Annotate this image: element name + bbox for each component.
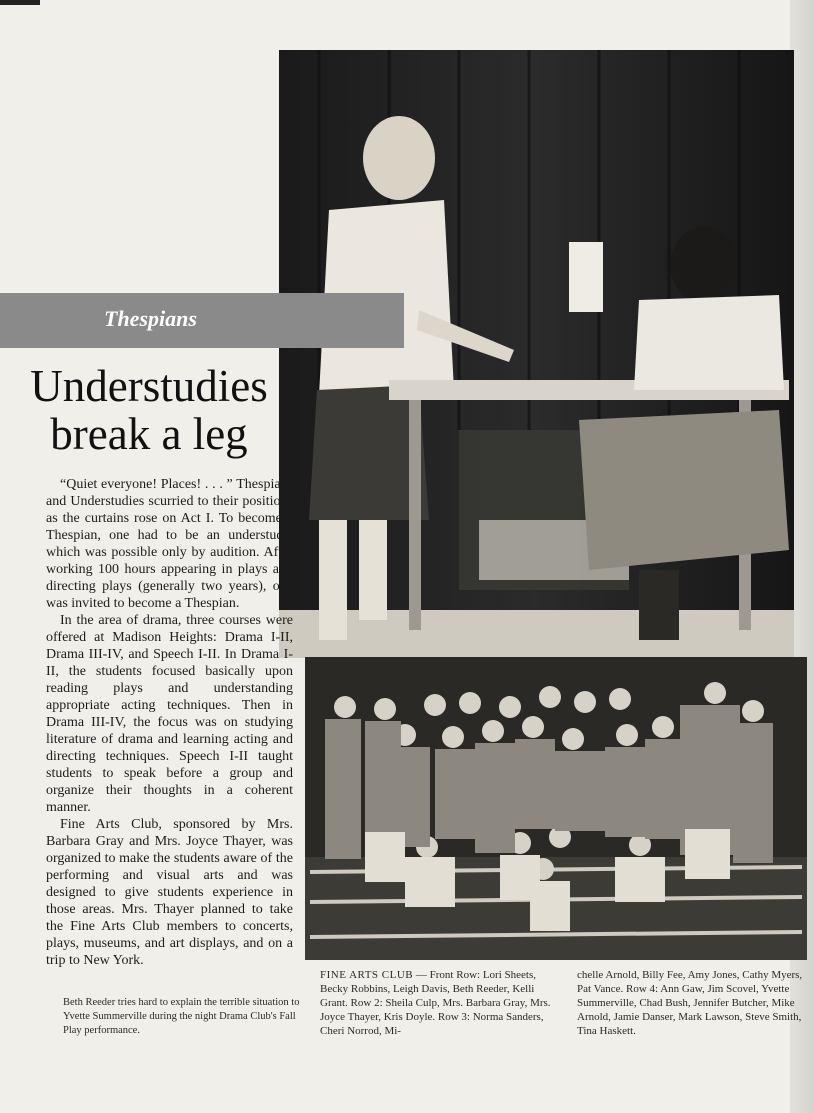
scan-mark [0,0,40,5]
headline-line-1: Understudies [30,361,268,411]
section-tag-banner [0,293,404,348]
club-caption-label: FINE ARTS CLUB [320,969,414,981]
stage-photo-caption: Beth Reeder tries hard to explain the terrible situation to Yvette Summerville during the night Drama Club's Fall Play performance. [63,997,300,1036]
body-paragraph-2: In the area of drama, three courses were offered at Madison Heights: Drama I-II, Drama III-IV, and Speech I-II. In Drama I-II, the students focused basically upon reading plays and understanding appropriate acting techniques. Then in Drama III-IV, the focus was on studying literature of drama and learning acting and directing techniques. Speech I-II taught students to speak before a group and organize their thoughts in a coherent manner. [46,613,293,815]
headline [0,362,298,458]
body-paragraph-1: “Quiet everyone! Places! . . . ” Thespians and Understudies scurried to their positions as the curtains rose on Act I. To become a Thespian, one had to be an understudy, which was possible only by audition. After working 100 hours appearing in plays and directing plays (generally two years), one was invited to become a Thespian. [46,477,293,611]
article-body [46,476,293,969]
club-caption-left [320,968,560,1038]
stage-photo [279,50,794,658]
stage-photo-image [279,50,794,658]
headline-line-2: break a leg [50,409,248,459]
section-tag-label: Thespians [104,306,197,331]
body-paragraph-3: Fine Arts Club, sponsored by Mrs. Barbara Gray and Mrs. Joyce Thayer, was organized to make the students aware of the performing and visual arts and was designed to give students experience in those areas. Mrs. Thayer planned to take the Fine Arts Club members to concerts, plays, museums, and art displays, and on a trip to New York. [46,817,293,968]
fine-arts-club-photo [305,657,807,960]
club-photo-image [305,657,807,960]
club-caption-left-text: — Front Row: Lori Sheets, Becky Robbins, Leigh Davis, Beth Reeder, Kelli Grant. Row 2: Sheila Culp, Mrs. Barbara Gray, Mrs. Joyce Thayer, Kris Doyle. Row 3: Norma Sanders, Cheri Norrod, Mi- [320,969,551,1037]
club-caption-right: chelle Arnold, Billy Fee, Amy Jones, Cathy Myers, Pat Vance. Row 4: Ann Gaw, Jim Scovel, Yvette Summerville, Chad Bush, Jennifer Butcher, Mike Arnold, Jamie Danser, Mark Lawson, Steve Smith, Tina Haskett. [577,969,803,1037]
